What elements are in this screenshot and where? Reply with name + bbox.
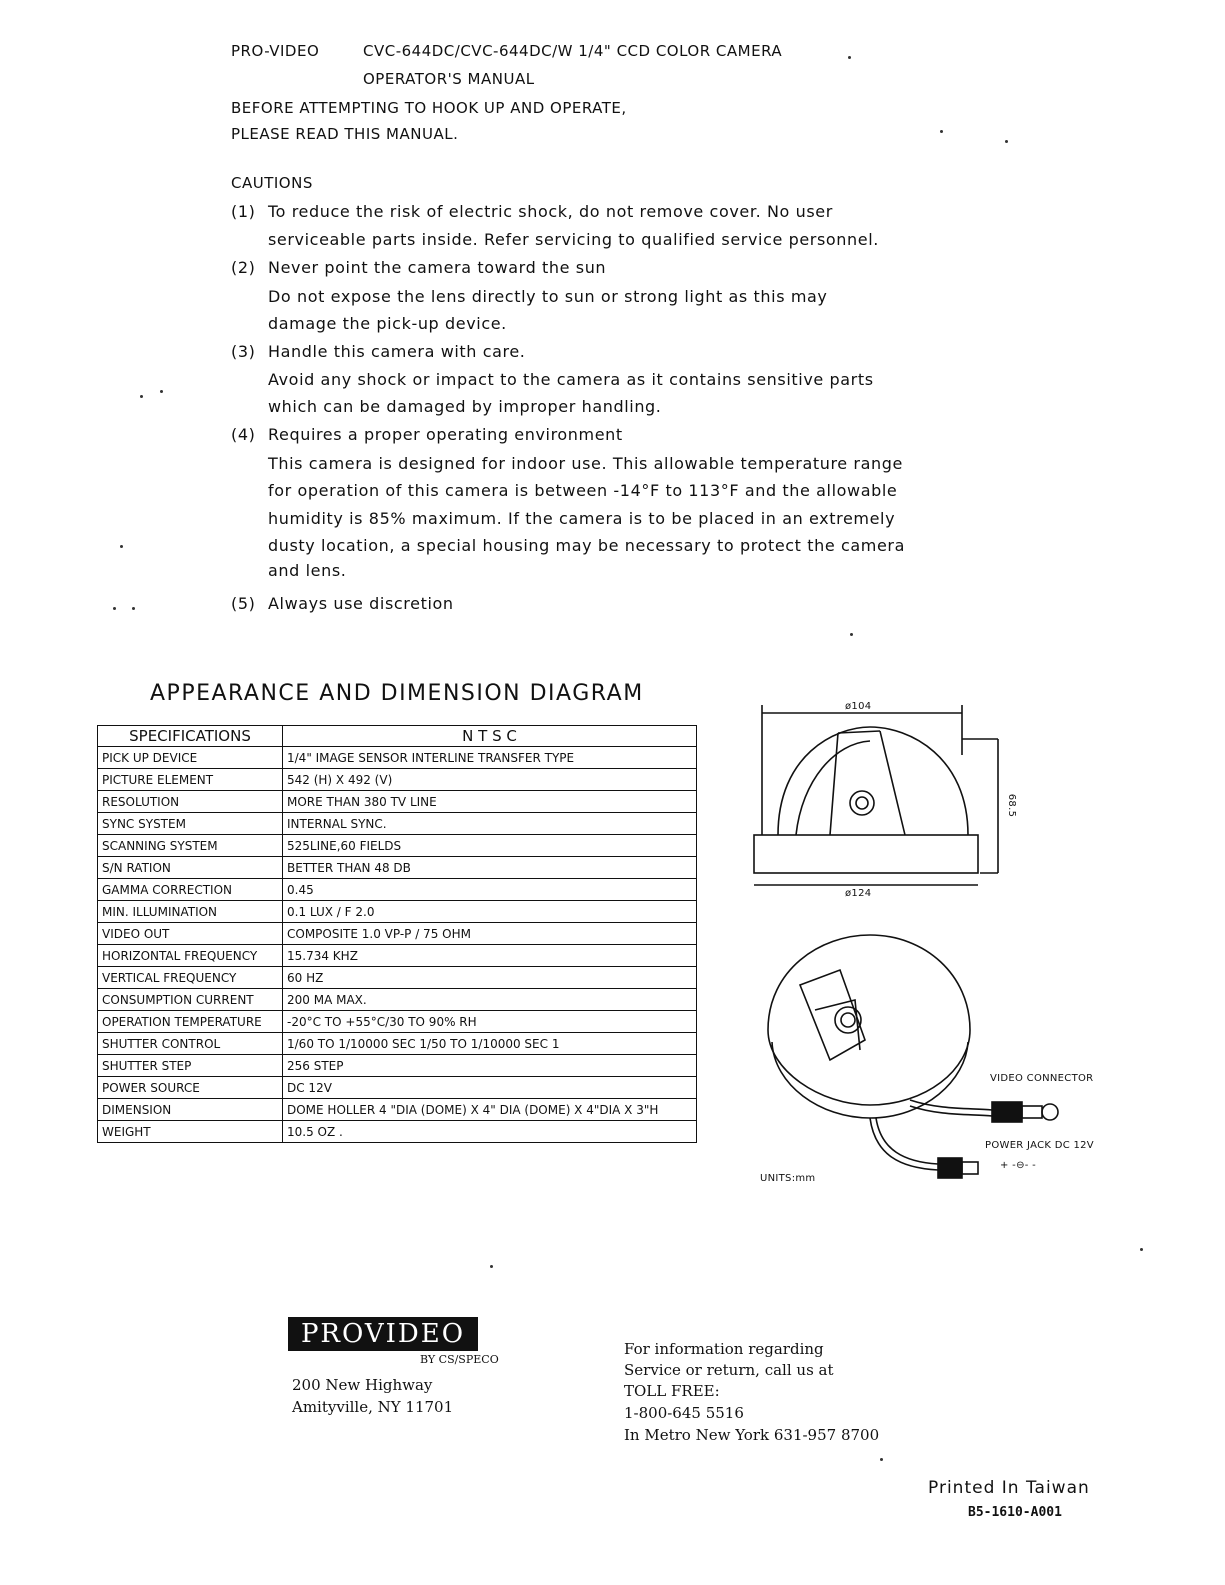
spec-table [97, 725, 697, 1143]
spec-key: CONSUMPTION CURRENT [98, 989, 283, 1011]
spec-value: DC 12V [283, 1077, 697, 1099]
info-line-2: Service or return, call us at [624, 1361, 834, 1379]
table-row [98, 1099, 697, 1121]
spec-key: WEIGHT [98, 1121, 283, 1143]
table-row [98, 1077, 697, 1099]
table-row [98, 835, 697, 857]
spec-key: S/N RATION [98, 857, 283, 879]
spec-key: SYNC SYSTEM [98, 813, 283, 835]
spec-value: 542 (H) X 492 (V) [283, 769, 697, 791]
table-row [98, 1121, 697, 1143]
table-row [98, 1055, 697, 1077]
spec-key: SHUTTER CONTROL [98, 1033, 283, 1055]
brand-label: PRO-VIDEO [231, 42, 320, 60]
spec-key: HORIZONTAL FREQUENCY [98, 945, 283, 967]
scan-speck [940, 130, 943, 133]
caution-line: dusty location, a special housing may be necessary to protect the camera [268, 536, 905, 555]
caution-line: humidity is 85% maximum. If the camera is to be placed in an extremely [268, 509, 896, 528]
provideo-logo: PROVIDEO [288, 1317, 478, 1351]
model-title: CVC-644DC/CVC-644DC/W 1/4" CCD COLOR CAMERA [363, 42, 783, 60]
caution-line: which can be damaged by improper handling. [268, 397, 662, 416]
scan-speck [880, 1458, 883, 1461]
scan-speck [113, 607, 116, 610]
caution-line: Do not expose the lens directly to sun or strong light as this may [268, 287, 828, 306]
spec-key: PICK UP DEVICE [98, 747, 283, 769]
table-row [98, 989, 697, 1011]
scan-speck [160, 390, 163, 393]
caution-line: Avoid any shock or impact to the camera as it contains sensitive parts [268, 370, 874, 389]
camera-front-view-drawing [740, 695, 1020, 910]
dim-side-label: 68.5 [1006, 793, 1018, 818]
caution-line: Never point the camera toward the sun [268, 258, 607, 277]
toll-free-number: 1-800-645 5516 [624, 1404, 744, 1422]
dim-top-label: ø104 [845, 701, 872, 712]
section-title: APPEARANCE AND DIMENSION DIAGRAM [150, 681, 644, 706]
scan-speck [120, 545, 123, 548]
spec-key: SHUTTER STEP [98, 1055, 283, 1077]
scan-speck [850, 633, 853, 636]
cautions-heading: CAUTIONS [231, 174, 313, 192]
spec-value: 1/4" IMAGE SENSOR INTERLINE TRANSFER TYPE [283, 747, 697, 769]
spec-value: -20°C TO +55°C/30 TO 90% RH [283, 1011, 697, 1033]
spec-value: DOME HOLLER 4 "DIA (DOME) X 4" DIA (DOME) X 4"DIA X 3"H [283, 1099, 697, 1121]
spec-value: 0.45 [283, 879, 697, 901]
spec-value: BETTER THAN 48 DB [283, 857, 697, 879]
address-line-2: Amityville, NY 11701 [292, 1398, 454, 1416]
scan-speck [848, 56, 851, 59]
table-row [98, 967, 697, 989]
table-row [98, 813, 697, 835]
printed-in-taiwan: Printed In Taiwan [928, 1478, 1090, 1498]
table-row [98, 923, 697, 945]
table-header-row [98, 726, 697, 747]
caution-line: damage the pick-up device. [268, 314, 507, 333]
spec-value: COMPOSITE 1.0 VP-P / 75 OHM [283, 923, 697, 945]
caution-line: for operation of this camera is between -14°F to 113°F and the allowable [268, 481, 898, 500]
table-row [98, 1033, 697, 1055]
spec-key: VERTICAL FREQUENCY [98, 967, 283, 989]
spec-key: GAMMA CORRECTION [98, 879, 283, 901]
spec-value: 0.1 LUX / F 2.0 [283, 901, 697, 923]
caution-line: Requires a proper operating environment [268, 425, 623, 444]
logo-sub: BY CS/SPECO [420, 1353, 499, 1366]
table-row [98, 879, 697, 901]
spec-key: PICTURE ELEMENT [98, 769, 283, 791]
polarity-label: + -⊖- - [1000, 1160, 1037, 1171]
spec-key: SCANNING SYSTEM [98, 835, 283, 857]
scan-speck [140, 395, 143, 398]
spec-key: DIMENSION [98, 1099, 283, 1121]
spec-key: MIN. ILLUMINATION [98, 901, 283, 923]
caution-line: To reduce the risk of electric shock, do not remove cover. No user [268, 202, 833, 221]
caution-line: serviceable parts inside. Refer servicing to qualified service personnel. [268, 230, 879, 249]
caution-line: This camera is designed for indoor use. This allowable temperature range [268, 454, 903, 473]
camera-perspective-drawing [760, 930, 1080, 1190]
caution-number: (5) [231, 594, 256, 613]
manual-subtitle: OPERATOR'S MANUAL [363, 70, 535, 88]
video-connector-label: VIDEO CONNECTOR [990, 1073, 1094, 1084]
table-row [98, 945, 697, 967]
caution-number: (2) [231, 258, 256, 277]
table-row [98, 747, 697, 769]
spec-value: 200 MA MAX. [283, 989, 697, 1011]
table-row [98, 1011, 697, 1033]
spec-value: 525LINE,60 FIELDS [283, 835, 697, 857]
spec-value: 15.734 KHZ [283, 945, 697, 967]
document-code: B5-1610-A001 [968, 1505, 1062, 1520]
info-line-1: For information regarding [624, 1340, 824, 1358]
spec-value: INTERNAL SYNC. [283, 813, 697, 835]
address-line-1: 200 New Highway [292, 1376, 433, 1394]
metro-ny-number: In Metro New York 631-957 8700 [624, 1426, 880, 1444]
scan-speck [490, 1265, 493, 1268]
caution-number: (4) [231, 425, 256, 444]
caution-number: (1) [231, 202, 256, 221]
table-row [98, 791, 697, 813]
table-row [98, 769, 697, 791]
spec-value: 60 HZ [283, 967, 697, 989]
table-row [98, 857, 697, 879]
warning-line-2: PLEASE READ THIS MANUAL. [231, 125, 459, 143]
caution-line: and lens. [268, 561, 347, 580]
scan-speck [132, 607, 135, 610]
spec-value: 1/60 TO 1/10000 SEC 1/50 TO 1/10000 SEC 1 [283, 1033, 697, 1055]
dim-bottom-label: ø124 [845, 888, 872, 899]
spec-value: 256 STEP [283, 1055, 697, 1077]
col-header-specifications: SPECIFICATIONS [98, 726, 283, 747]
caution-line: Always use discretion [268, 594, 454, 613]
units-label: UNITS:mm [760, 1173, 816, 1184]
caution-number: (3) [231, 342, 256, 361]
power-jack-label: POWER JACK DC 12V [985, 1140, 1094, 1151]
spec-value: MORE THAN 380 TV LINE [283, 791, 697, 813]
spec-key: RESOLUTION [98, 791, 283, 813]
spec-value: 10.5 OZ . [283, 1121, 697, 1143]
info-line-3: TOLL FREE: [624, 1382, 720, 1400]
spec-key: POWER SOURCE [98, 1077, 283, 1099]
spec-key: VIDEO OUT [98, 923, 283, 945]
warning-line-1: BEFORE ATTEMPTING TO HOOK UP AND OPERATE, [231, 99, 627, 117]
caution-line: Handle this camera with care. [268, 342, 526, 361]
scan-speck [1005, 140, 1008, 143]
scan-speck [1140, 1248, 1143, 1251]
table-row [98, 901, 697, 923]
col-header-ntsc: N T S C [283, 726, 697, 747]
spec-key: OPERATION TEMPERATURE [98, 1011, 283, 1033]
